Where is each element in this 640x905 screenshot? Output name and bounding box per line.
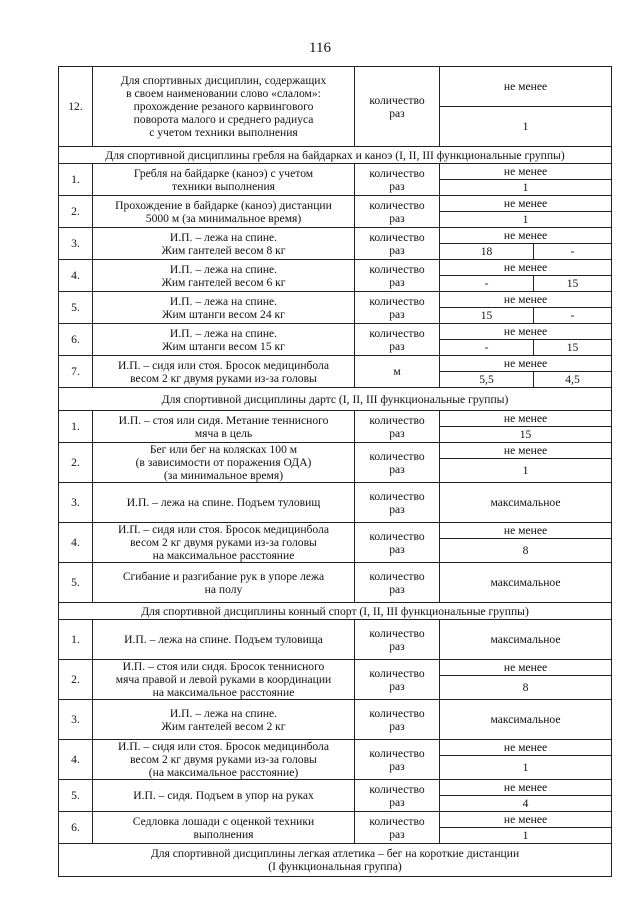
- norm-header: не менее: [440, 411, 612, 427]
- norm-header: не менее: [440, 260, 612, 276]
- norm-value: 15: [440, 427, 612, 443]
- unit-cell: количество раз: [355, 660, 440, 700]
- row-number: 5.: [59, 563, 93, 603]
- norm-value: максимальное: [440, 700, 612, 740]
- norm-header: не менее: [440, 196, 612, 212]
- unit-cell: количество раз: [355, 700, 440, 740]
- norm-header: не менее: [440, 324, 612, 340]
- row-number: 3.: [59, 483, 93, 523]
- exercise-description: И.П. – лежа на спине. Жим гантелей весом 6 кг: [93, 260, 355, 292]
- unit-cell: количество раз: [355, 620, 440, 660]
- row-number: 12.: [59, 67, 93, 147]
- norm-value: 1: [440, 180, 612, 196]
- exercise-description: И.П. – сидя или стоя. Бросок медицинбола весом 2 кг двумя руками из-за головы на максимальное расстояние: [93, 523, 355, 563]
- section-title: Для спортивной дисциплины гребля на байдарках и каноэ (I, II, III функциональные группы): [59, 147, 612, 164]
- norm-value: 1: [440, 212, 612, 228]
- norm-value-left: 15: [440, 308, 534, 324]
- norm-value-right: 15: [534, 276, 612, 292]
- section-title: Для спортивной дисциплины дартс (I, II, III функциональные группы): [59, 388, 612, 411]
- row-number: 2.: [59, 660, 93, 700]
- page-number: 116: [309, 40, 331, 56]
- row-number: 3.: [59, 228, 93, 260]
- exercise-description: И.П. – сидя. Подъем в упор на руках: [93, 780, 355, 812]
- unit-cell: количество раз: [355, 196, 440, 228]
- norm-header: не менее: [440, 660, 612, 676]
- exercise-description: И.П. – лежа на спине. Жим гантелей весом 2 кг: [93, 700, 355, 740]
- unit-cell: количество раз: [355, 523, 440, 563]
- row-number: 4.: [59, 523, 93, 563]
- row-number: 5.: [59, 292, 93, 324]
- exercise-description: И.П. – сидя или стоя. Бросок медицинбола весом 2 кг двумя руками из-за головы: [93, 356, 355, 388]
- norm-header: не менее: [440, 67, 612, 107]
- norm-header: не менее: [440, 164, 612, 180]
- unit-cell: количество раз: [355, 228, 440, 260]
- unit-cell: количество раз: [355, 67, 440, 147]
- exercise-description: И.П. – лежа на спине. Жим штанги весом 24 кг: [93, 292, 355, 324]
- norm-value: 8: [440, 676, 612, 700]
- norm-header: не менее: [440, 443, 612, 459]
- exercise-description: Седловка лошади с оценкой техники выполнения: [93, 812, 355, 844]
- row-number: 6.: [59, 812, 93, 844]
- row-number: 1.: [59, 411, 93, 443]
- row-number: 1.: [59, 164, 93, 196]
- norm-header: не менее: [440, 740, 612, 756]
- row-number: 7.: [59, 356, 93, 388]
- row-number: 6.: [59, 324, 93, 356]
- unit-cell: количество раз: [355, 324, 440, 356]
- exercise-description: И.П. – лежа на спине. Жим гантелей весом 8 кг: [93, 228, 355, 260]
- norm-value-right: -: [534, 308, 612, 324]
- norm-value-right: -: [534, 244, 612, 260]
- section-header-row: [59, 844, 612, 877]
- norm-value-left: 18: [440, 244, 534, 260]
- section-title: Для спортивной дисциплины легкая атлетика – бег на короткие дистанции (I функциональная группа): [59, 844, 612, 877]
- norm-value: 1: [440, 756, 612, 780]
- unit-cell: количество раз: [355, 292, 440, 324]
- norm-value: 8: [440, 539, 612, 563]
- norm-value-left: 5,5: [440, 372, 534, 388]
- section-header-row: [59, 147, 612, 164]
- norm-header: не менее: [440, 523, 612, 539]
- section-title: Для спортивной дисциплины конный спорт (I, II, III функциональные группы): [59, 603, 612, 620]
- unit-cell: количество раз: [355, 443, 440, 483]
- unit-cell: количество раз: [355, 812, 440, 844]
- unit-cell: м: [355, 356, 440, 388]
- norm-header: не менее: [440, 812, 612, 828]
- table-row: [59, 67, 612, 107]
- exercise-description: И.П. – стоя или сидя. Метание теннисного мяча в цель: [93, 411, 355, 443]
- row-number: 4.: [59, 740, 93, 780]
- unit-cell: количество раз: [355, 740, 440, 780]
- section-header-row: [59, 388, 612, 411]
- norm-value-left: -: [440, 276, 534, 292]
- norm-value-right: 15: [534, 340, 612, 356]
- row-number: 3.: [59, 700, 93, 740]
- exercise-description: И.П. – лежа на спине. Подъем туловищ: [93, 483, 355, 523]
- norms-table: [58, 66, 612, 877]
- exercise-description: Для спортивных дисциплин, содержащих в своем наименовании слово «слалом»: прохождение резаного карвингового поворота малого и среднего радиуса с учетом техники выполнения: [93, 67, 355, 147]
- norm-value: 4: [440, 796, 612, 812]
- row-number: 2.: [59, 196, 93, 228]
- norm-value: максимальное: [440, 620, 612, 660]
- row-number: 1.: [59, 620, 93, 660]
- unit-cell: количество раз: [355, 483, 440, 523]
- norm-value: максимальное: [440, 483, 612, 523]
- row-number: 5.: [59, 780, 93, 812]
- row-number: 2.: [59, 443, 93, 483]
- unit-cell: количество раз: [355, 260, 440, 292]
- norm-value: 1: [440, 107, 612, 147]
- norm-value: 1: [440, 459, 612, 483]
- exercise-description: Гребля на байдарке (каноэ) с учетом техники выполнения: [93, 164, 355, 196]
- norm-header: не менее: [440, 228, 612, 244]
- exercise-description: Бег или бег на колясках 100 м (в зависимости от поражения ОДА) (за минимальное время): [93, 443, 355, 483]
- exercise-description: Прохождение в байдарке (каноэ) дистанции 5000 м (за минимальное время): [93, 196, 355, 228]
- exercise-description: И.П. – лежа на спине. Подъем туловища: [93, 620, 355, 660]
- exercise-description: Сгибание и разгибание рук в упоре лежа на полу: [93, 563, 355, 603]
- exercise-description: И.П. – сидя или стоя. Бросок медицинбола весом 2 кг двумя руками из-за головы (на максимальное расстояние): [93, 740, 355, 780]
- norm-header: не менее: [440, 292, 612, 308]
- section-header-row: [59, 603, 612, 620]
- row-number: 4.: [59, 260, 93, 292]
- unit-cell: количество раз: [355, 411, 440, 443]
- norm-header: не менее: [440, 356, 612, 372]
- norm-header: не менее: [440, 780, 612, 796]
- exercise-description: И.П. – лежа на спине. Жим штанги весом 15 кг: [93, 324, 355, 356]
- exercise-description: И.П. – стоя или сидя. Бросок теннисного мяча правой и левой руками в координации на максимальное расстояние: [93, 660, 355, 700]
- norm-value: 1: [440, 828, 612, 844]
- unit-cell: количество раз: [355, 563, 440, 603]
- unit-cell: количество раз: [355, 164, 440, 196]
- unit-cell: количество раз: [355, 780, 440, 812]
- norm-value-right: 4,5: [534, 372, 612, 388]
- norm-value: максимальное: [440, 563, 612, 603]
- norm-value-left: -: [440, 340, 534, 356]
